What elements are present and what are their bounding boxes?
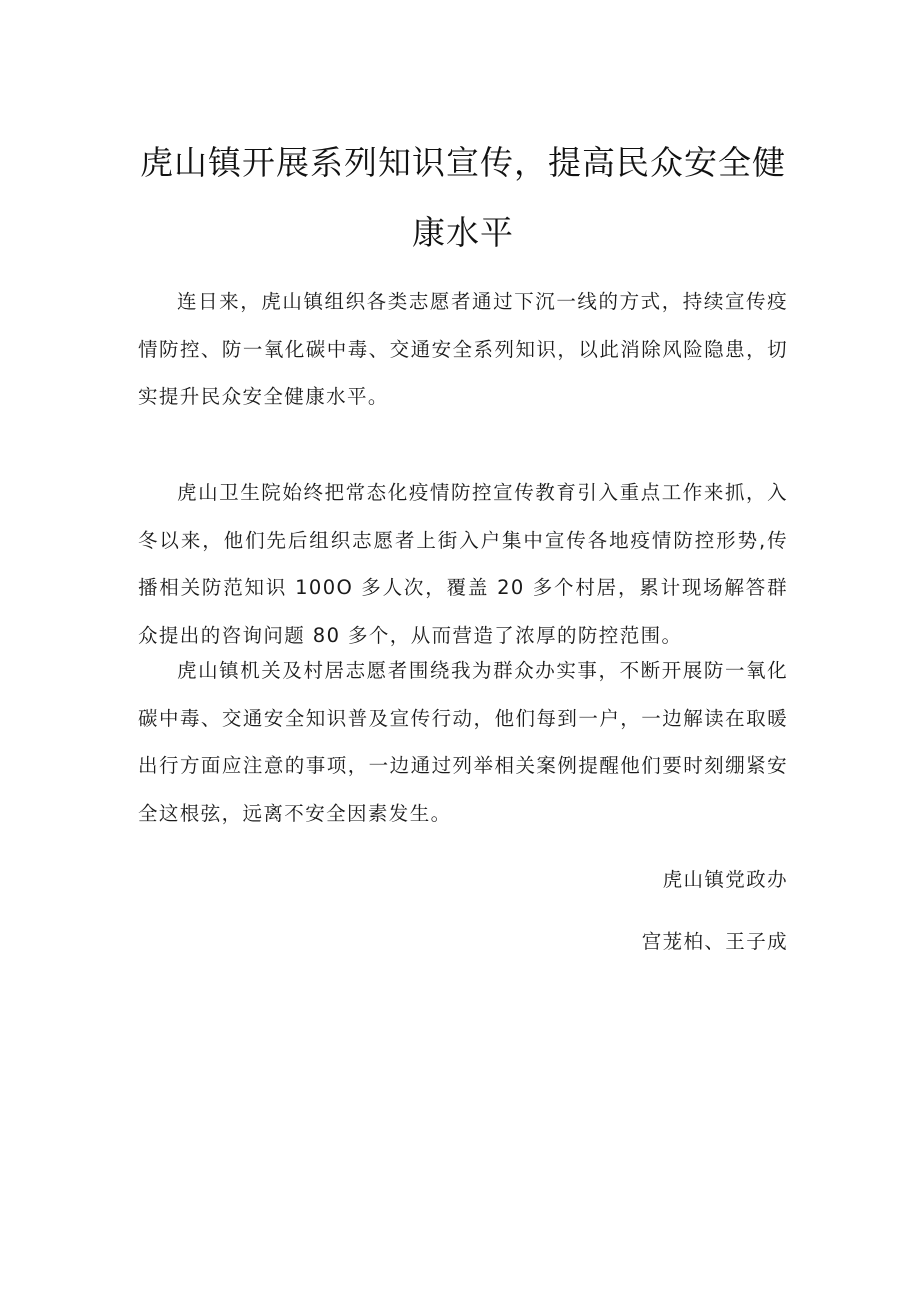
signature-office: 虎山镇党政办 [662, 868, 788, 891]
paragraph-3: 虎山镇机关及村居志愿者围绕我为群众办实事，不断开展防一氧化碳中毒、交通安全知识普及宣传行动，他们每到一户，一边解读在取暖出行方面应注意的事项，一边通过列举相关案例提醒他们要时刻绷紧安全这根弦，远离不安全因素发生。 [138, 659, 788, 825]
signature-authors: 宫茏柏、王子成 [641, 930, 788, 953]
paragraph-1: 连日来，虎山镇组织各类志愿者通过下沉一线的方式，持续宣传疫情防控、防一氧化碳中毒、交通安全系列知识，以此消除风险隐患，切实提升民众安全健康水平。 [138, 290, 788, 408]
paragraph-2: 虎山卫生院始终把常态化疫情防控宣传教育引入重点工作来抓，入冬以来，他们先后组织志愿者上街入户集中宣传各地疫情防控形势,传播相关防范知识 100O 多人次，覆盖 20 多个村居，累计现场解答群众提出的咨询问题 80 多个，从而营造了浓厚的防控范围。 [138, 481, 788, 647]
document-title: 虎山镇开展系列知识宣传，提高民众安全健康水平 [140, 143, 786, 252]
